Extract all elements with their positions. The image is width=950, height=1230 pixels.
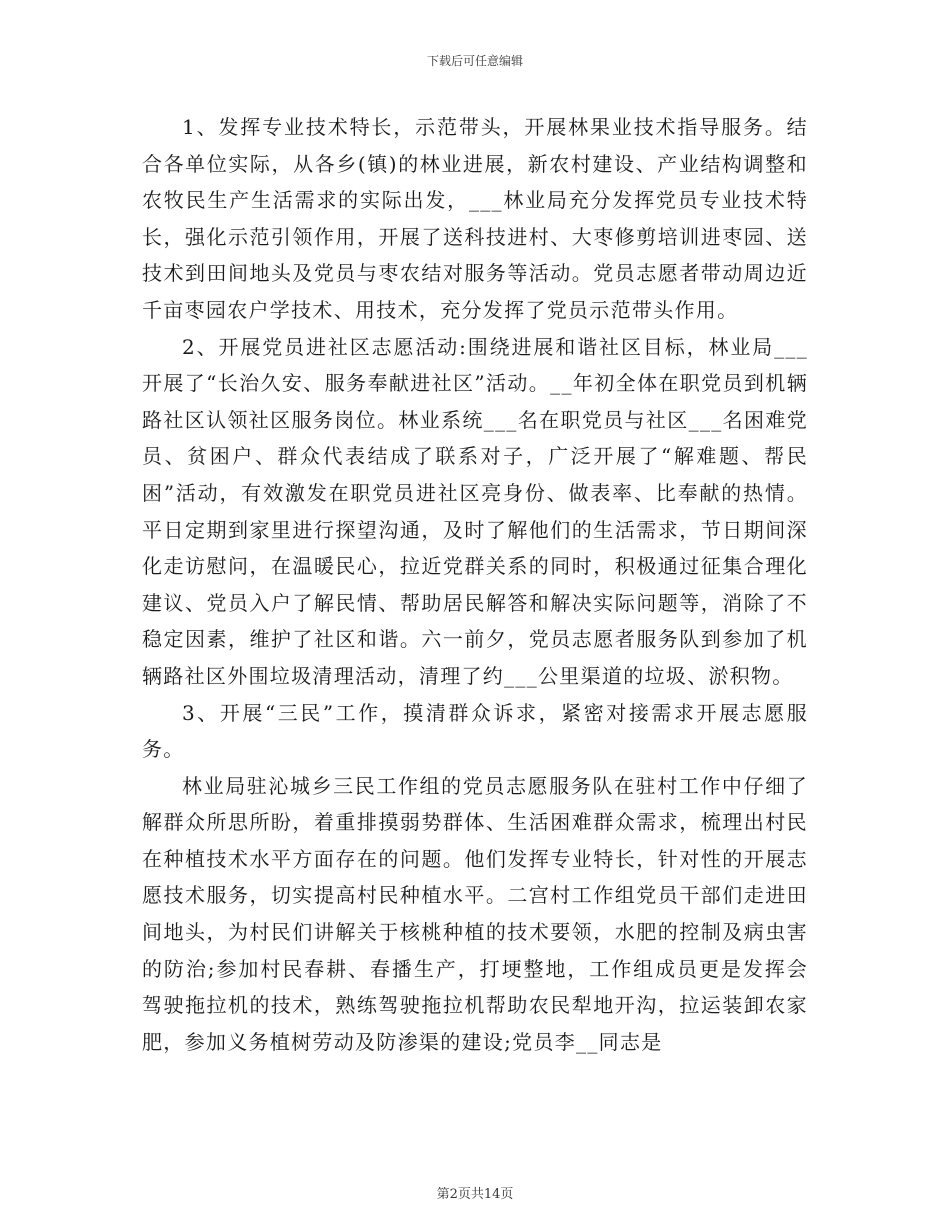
page-footer: 第2页共14页 bbox=[436, 1187, 514, 1202]
page-header: 下载后可任意编辑 bbox=[426, 54, 523, 68]
paragraph-2: 2、开展党员进社区志愿活动:围绕进展和谐社区目标，林业局___开展了“长治久安、服务奉献进社区”活动。__年初全体在职党员到机辆路社区认领社区服务岗位。林业系统___名在职党员与社区___名困难党员、贫困户、群众代表结成了联系对子，广泛开展了“解难题、帮民困”活动，有效激发在职党员进社区亮身份、做表率、比奉献的热情。平日定期到家里进行探望沟通，及时了解他们的生活需求，节日期间深化走访慰问，在温暖民心，拉近党群关系的同时，积极通过征集合理化建议、党员入户了解民情、帮助居民解答和解决实际问题等，消除了不稳定因素，维护了社区和谐。六一前夕，党员志愿者服务队到参加了机辆路社区外围垃圾清理活动，清理了约___公里渠道的垃圾、淤积物。 bbox=[142, 334, 808, 688]
paragraph-1: 1、发挥专业技术特长，示范带头，开展林果业技术指导服务。结合各单位实际，从各乡(镇)的林业进展，新农村建设、产业结构调整和农牧民生产生活需求的实际出发，___林业局充分发挥党员专业技术特长，强化示范引领作用，开展了送科技进村、大枣修剪培训进枣园、送技术到田间地头及党员与枣农结对服务等活动。党员志愿者带动周边近千亩枣园农户学技术、用技术，充分发挥了党员示范带头作用。 bbox=[142, 115, 808, 322]
paragraph-3: 3、开展“三民”工作，摸清群众诉求，紧密对接需求开展志愿服务。 bbox=[142, 700, 808, 762]
paragraph-4: 林业局驻沁城乡三民工作组的党员志愿服务队在驻村工作中仔细了解群众所思所盼，着重排摸弱势群体、生活困难群众需求，梳理出村民在种植技术水平方面存在的问题。他们发挥专业特长，针对性的开展志愿技术服务，切实提高村民种植水平。二宫村工作组党员干部们走进田间地头，为村民们讲解关于核桃种植的技术要领，水肥的控制及病虫害的防治;参加村民春耕、春播生产，打埂整地，工作组成员更是发挥会驾驶拖拉机的技术，熟练驾驶拖拉机帮助农民犁地开沟，拉运装卸农家肥，参加义务植树劳动及防渗渠的建设;党员李__同志是 bbox=[142, 773, 808, 1054]
document-body bbox=[142, 109, 808, 1060]
